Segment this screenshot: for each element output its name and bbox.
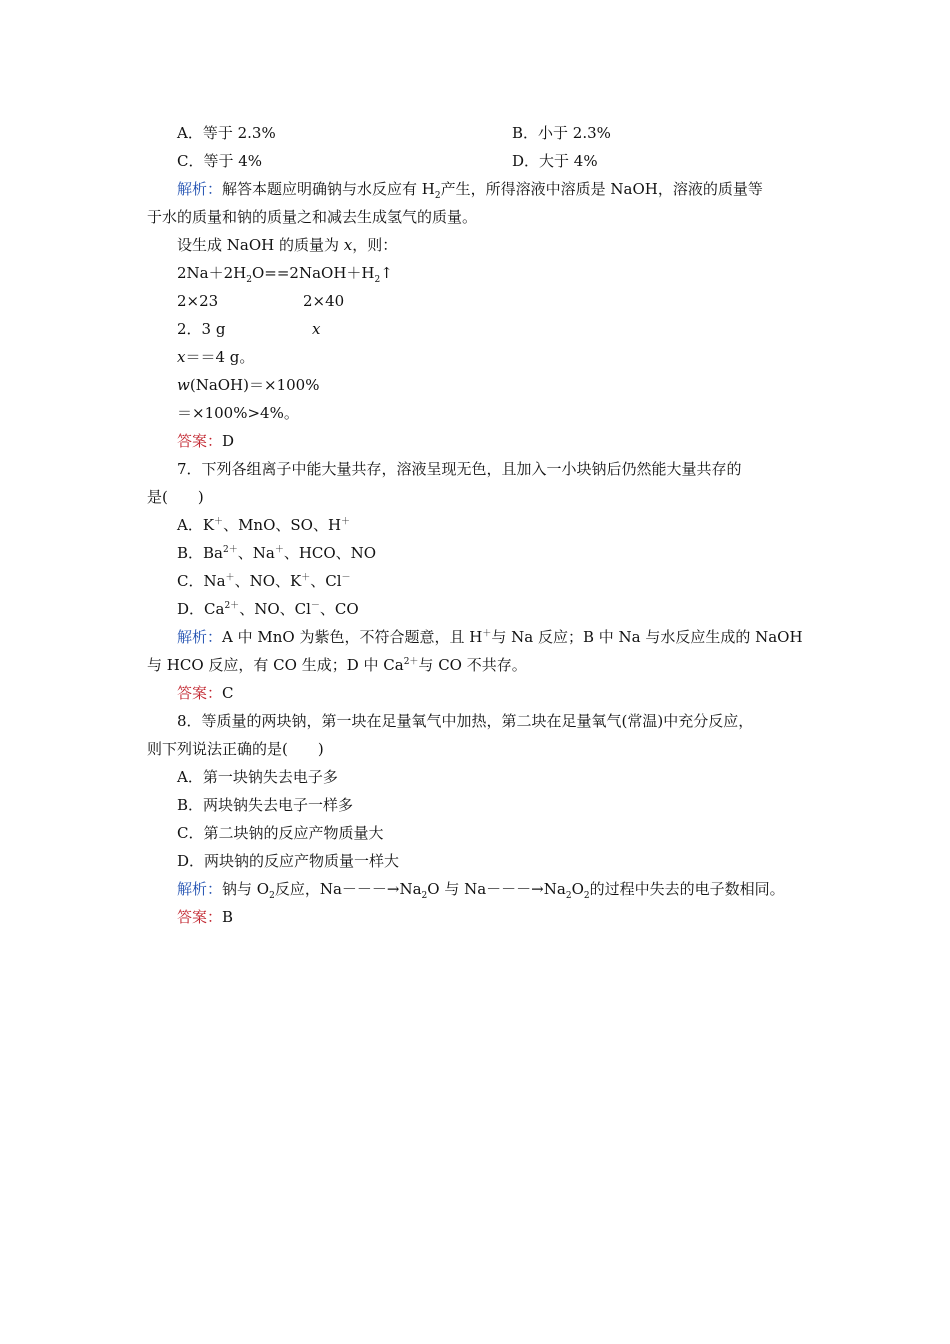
q8-stem-line-2: 则下列说法正确的是( ) xyxy=(147,740,324,758)
q6-equation: $2Na+2H_2O==2NaOH+H_2↑$ xyxy=(177,264,393,285)
q8-option-c: C．第二块钠的反应产物质量大 xyxy=(177,824,384,842)
analysis-label: 解析： xyxy=(177,880,223,898)
q6-analysis-line-2: 于水的质量和钠的质量之和减去生成氢气的质量。 xyxy=(147,208,478,226)
q6-option-c: C．等于 4% xyxy=(177,152,263,170)
answer-label: 答案： xyxy=(177,432,223,450)
q6-mass-right: 2×40 xyxy=(303,292,345,310)
q7-stem-line-1: 7．下列各组离子中能大量共存，溶液呈现无色，且加入一小块钠后仍然能大量共存的 xyxy=(177,460,742,478)
answer-label: 答案： xyxy=(177,908,223,926)
q6-answer: 答案：D xyxy=(177,432,235,450)
q8-answer: 答案：B xyxy=(177,908,234,926)
q7-option-a: A．K＋、MnO、SO、H＋ xyxy=(177,516,351,534)
q7-option-d: D．$Ca^{2+}$、NO、Cl－、CO xyxy=(177,600,359,618)
q6-given-left: 2．3 g xyxy=(177,320,226,338)
q6-mass-left: 2×23 xyxy=(177,292,219,310)
q8-analysis: 解析：钠与 $O_2$反应，$Na---\to Na_2O$ 与 $Na---\to Na_2O_2$的过程中失去的电子数相同。 xyxy=(177,880,785,901)
q8-stem-line-1: 8．等质量的两块钠，第一块在足量氧气中加热，第二块在足量氧气(常温)中充分反应， xyxy=(177,712,754,730)
q6-w-line-1: w(NaOH)＝×100% xyxy=(177,376,320,394)
q6-w-line-2: ＝×100%>4%。 xyxy=(177,404,299,422)
q7-stem-line-2: 是( ) xyxy=(147,488,204,506)
analysis-label: 解析： xyxy=(177,180,223,198)
analysis-label: 解析： xyxy=(177,628,223,646)
q8-option-a: A．第一块钠失去电子多 xyxy=(177,768,338,786)
q6-given-right: x xyxy=(312,320,321,338)
q6-analysis-line-1: 解析：解答本题应明确钠与水反应有 $H_2$产生，所得溶液中溶质是 NaOH，溶液的质量等 xyxy=(177,180,763,201)
q7-option-b: B．$Ba^{2+}$、Na＋、HCO、NO xyxy=(177,544,377,562)
q6-option-a: A．等于 2.3% xyxy=(177,124,276,142)
q8-option-d: D．两块钠的反应产物质量一样大 xyxy=(177,852,400,870)
q6-x-result: x＝＝4 g。 xyxy=(177,348,255,366)
q7-analysis-line-2: 与 HCO 反应，有 CO 生成；D 中 $Ca^{2+}$与 CO 不共存。 xyxy=(147,656,527,674)
q7-option-c: C．Na＋、NO、K＋、Cl－ xyxy=(177,572,351,590)
q6-option-d: D．大于 4% xyxy=(512,152,598,170)
q7-analysis-line-1: 解析：A 中 MnO 为紫色，不符合题意，且 H＋与 Na 反应；B 中 Na 与水反应生成的 NaOH xyxy=(177,628,803,646)
q6-let-line: 设生成 NaOH 的质量为 x，则： xyxy=(177,236,398,254)
answer-label: 答案： xyxy=(177,684,223,702)
q6-option-b: B．小于 2.3% xyxy=(512,124,611,142)
q8-option-b: B．两块钠失去电子一样多 xyxy=(177,796,354,814)
q7-answer: 答案：C xyxy=(177,684,234,702)
